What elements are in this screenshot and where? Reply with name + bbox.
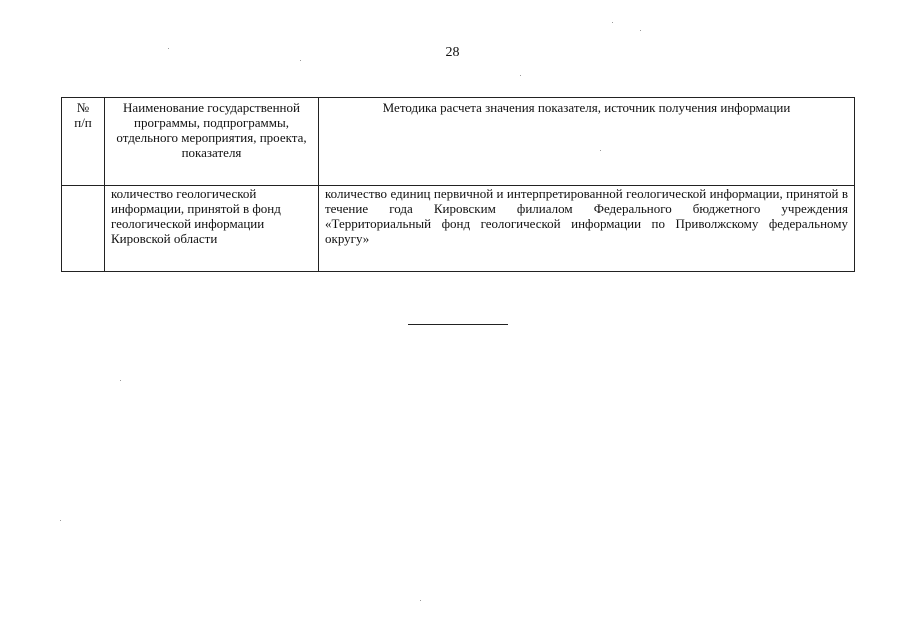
scan-noise: [600, 150, 601, 151]
scan-noise: [120, 380, 121, 381]
page-number: 28: [445, 45, 460, 60]
cell-indicator-name: количество геологической информации, принятой в фонд геологической информации Кировской области: [105, 186, 319, 272]
scan-noise: [520, 75, 521, 76]
indicator-table: [61, 97, 855, 272]
scan-noise: [300, 60, 301, 61]
separator-line: [408, 324, 508, 325]
table-row: [62, 186, 855, 272]
header-name: Наименование государственной программы, подпрограммы, отдельного мероприятия, проекта, показателя: [105, 98, 319, 186]
scan-noise: [420, 600, 421, 601]
scan-noise: [60, 520, 61, 521]
scan-noise: [612, 22, 613, 23]
cell-method: количество единиц первичной и интерпретированной геологической информации, принятой в течение года Кировским филиалом Федерального бюджетного учреждения «Территориальный фонд геологической информации по Приволжскому федеральному округу»: [319, 186, 855, 272]
scan-noise: [168, 48, 169, 49]
scan-noise: [640, 30, 641, 31]
cell-number: [62, 186, 105, 272]
header-number: [62, 98, 105, 186]
header-number-abbr: п/п: [74, 115, 92, 130]
header-number-symbol: №: [76, 100, 90, 115]
header-method: Методика расчета значения показателя, источник получения информации: [319, 98, 855, 186]
table-header-row: [62, 98, 855, 186]
